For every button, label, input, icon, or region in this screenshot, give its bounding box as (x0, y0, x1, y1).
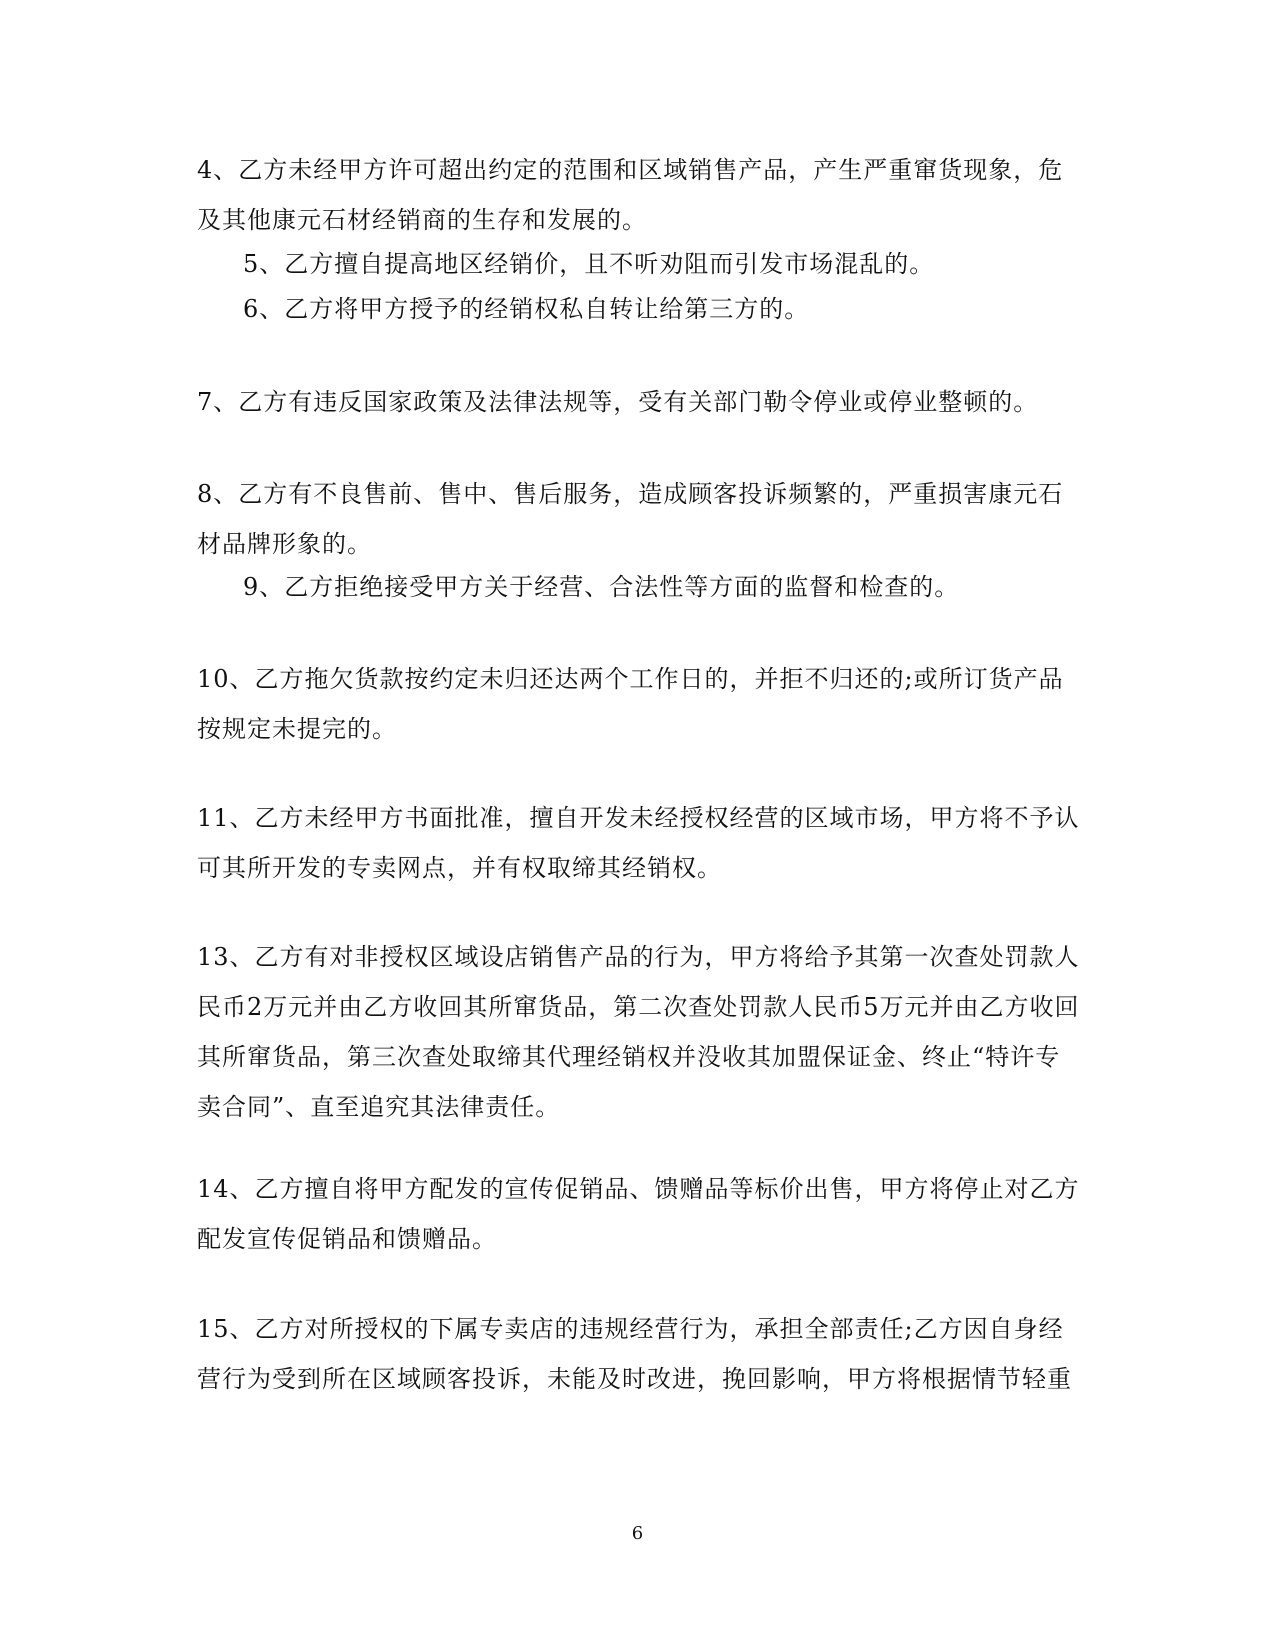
clause-15-line-1: 15、乙方对所授权的下属专卖店的违规经营行为，承担全部责任;乙方因自身经 (197, 1315, 1064, 1343)
clause-8-line-2: 材品牌形象的。 (197, 530, 372, 558)
clause-13 (197, 932, 1080, 1132)
clause-6-line-1: 6、乙方将甲方授予的经销权私自转让给第三方的。 (243, 295, 810, 323)
clause-14-line-1: 14、乙方擅自将甲方配发的宣传促销品、馈赠品等标价出售，甲方将停止对乙方 (197, 1175, 1080, 1203)
clause-9-line-1: 9、乙方拒绝接受甲方关于经营、合法性等方面的监督和检查的。 (243, 573, 960, 601)
clause-15-line-2: 营行为受到所在区域顾客投诉，未能及时改进，挽回影响，甲方将根据情节轻重 (197, 1365, 1072, 1393)
clause-10 (197, 654, 1077, 754)
clause-14-line-2: 配发宣传促销品和馈赠品。 (197, 1225, 497, 1253)
page-number: 6 (631, 1523, 644, 1544)
clause-13-line-3: 其所窜货品，第三次查处取缔其代理经销权并没收其加盟保证金、终止“特许专 (197, 1043, 1061, 1071)
clause-9 (243, 562, 1077, 612)
clause-10-line-1: 10、乙方拖欠货款按约定未归还达两个工作日的，并拒不归还的;或所订货产品 (197, 665, 1064, 693)
clause-10-line-2: 按规定未提完的。 (197, 715, 397, 743)
clause-7 (197, 377, 1077, 427)
clause-15 (197, 1304, 1077, 1404)
clause-5-line-1: 5、乙方擅自提高地区经销价，且不听劝阻而引发市场混乱的。 (243, 250, 935, 278)
clause-5 (243, 239, 1077, 289)
clause-11-line-2: 可其所开发的专卖网点，并有权取缔其经销权。 (197, 854, 722, 882)
clause-13-line-4: 卖合同”、直至追究其法律责任。 (197, 1093, 561, 1121)
clause-7-line-1: 7、乙方有违反国家政策及法律法规等，受有关部门勒令停业或停业整顿的。 (197, 388, 1039, 416)
clause-13-line-1: 13、乙方有对非授权区域设店销售产品的行为，甲方将给予其第一次查处罚款人 (197, 943, 1080, 971)
clause-4-line-1: 4、乙方未经甲方许可超出约定的范围和区域销售产品，产生严重窜货现象，危 (197, 156, 1064, 184)
clause-8 (197, 469, 1077, 569)
clause-8-line-1: 8、乙方有不良售前、售中、售后服务，造成顾客投诉频繁的，严重损害康元石 (197, 480, 1064, 508)
clause-11-line-1: 11、乙方未经甲方书面批准，擅自开发未经授权经营的区域市场，甲方将不予认 (197, 804, 1080, 832)
clause-14 (197, 1164, 1080, 1264)
clause-6 (243, 284, 1077, 334)
clause-4 (197, 145, 1077, 245)
clause-13-line-2: 民币2万元并由乙方收回其所窜货品，第二次查处罚款人民币5万元并由乙方收回 (197, 993, 1080, 1021)
clause-11 (197, 793, 1080, 893)
clause-4-line-2: 及其他康元石材经销商的生存和发展的。 (197, 206, 647, 234)
